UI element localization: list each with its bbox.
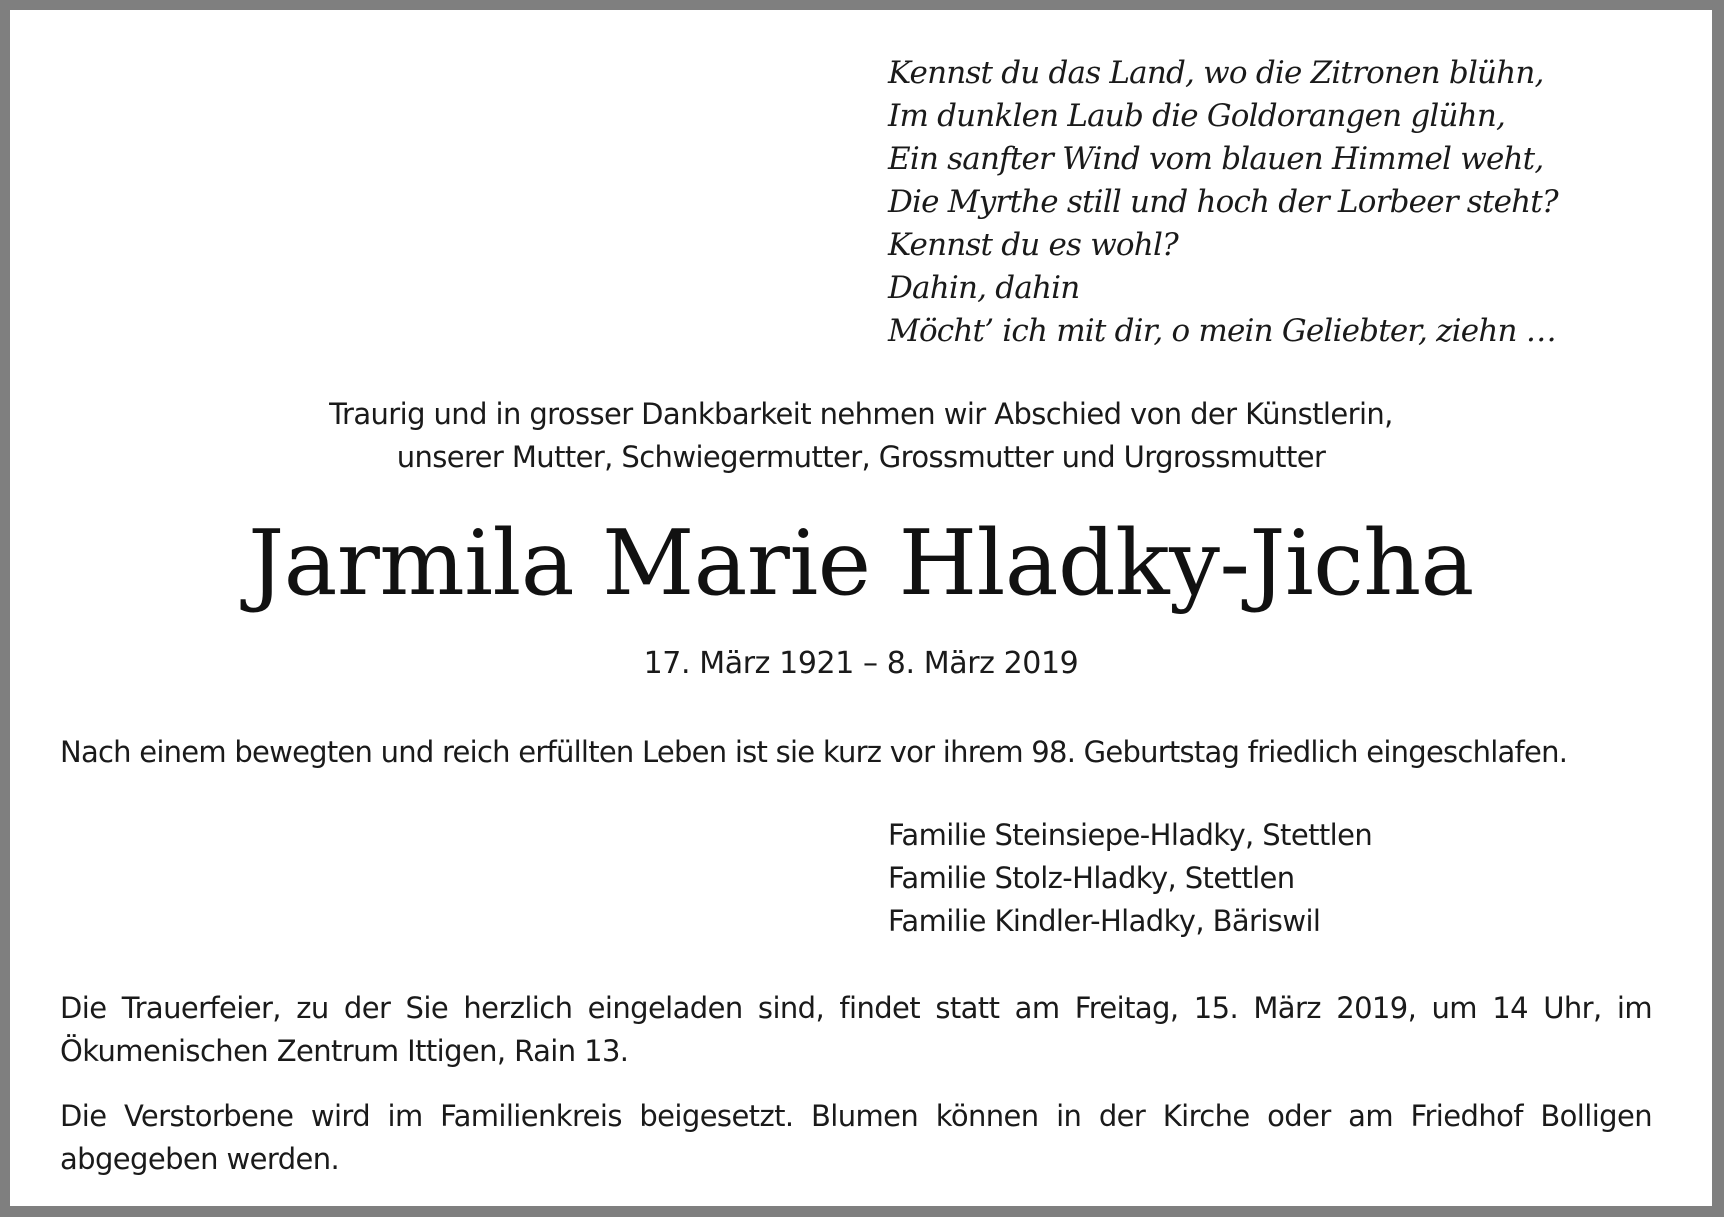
family-entry: Familie Kindler-Hladky, Bäriswil bbox=[888, 904, 1321, 938]
poem-line: Kennst du es wohl? bbox=[888, 227, 1178, 263]
poem-line: Möcht’ ich mit dir, o mein Geliebter, ziehn … bbox=[888, 313, 1556, 349]
family-entry: Familie Steinsiepe-Hladky, Stettlen bbox=[888, 818, 1373, 852]
obituary-card bbox=[10, 10, 1712, 1206]
family-entry: Familie Stolz-Hladky, Stettlen bbox=[888, 861, 1295, 895]
poem-line: Im dunklen Laub die Goldorangen glühn, bbox=[888, 98, 1506, 134]
poem-line: Die Myrthe still und hoch der Lorbeer steht? bbox=[888, 184, 1558, 220]
life-dates: 17. März 1921 – 8. März 2019 bbox=[643, 646, 1079, 681]
intro-line-1: Traurig und in grosser Dankbarkeit nehmen wir Abschied von der Künstlerin, bbox=[329, 397, 1393, 431]
poem-line: Kennst du das Land, wo die Zitronen blühn, bbox=[888, 55, 1544, 91]
farewell-intro bbox=[10, 393, 1712, 479]
life-statement: Nach einem bewegten und reich erfüllten Leben ist sie kurz vor ihrem 98. Geburtstag friedlich eingeschlafen. bbox=[60, 735, 1568, 769]
ceremony-notice: Die Trauerfeier, zu der Sie herzlich eingeladen sind, findet statt am Freitag, 15. März 2019, um 14 Uhr, im Ökumenischen Zentrum Ittigen, Rain 13. bbox=[60, 991, 1652, 1068]
burial-notice: Die Verstorbene wird im Familienkreis beigesetzt. Blumen können in der Kirche oder am Friedhof Bolligen abgegeben werden. bbox=[60, 1099, 1652, 1176]
deceased-name: Jarmila Marie Hladky-Jicha bbox=[248, 511, 1474, 616]
intro-line-2: unserer Mutter, Schwiegermutter, Grossmutter und Urgrossmutter bbox=[396, 440, 1326, 474]
mourning-families bbox=[888, 814, 1372, 943]
poem bbox=[888, 52, 1558, 353]
poem-line: Ein sanfter Wind vom blauen Himmel weht, bbox=[888, 141, 1544, 177]
poem-line: Dahin, dahin bbox=[888, 270, 1080, 306]
